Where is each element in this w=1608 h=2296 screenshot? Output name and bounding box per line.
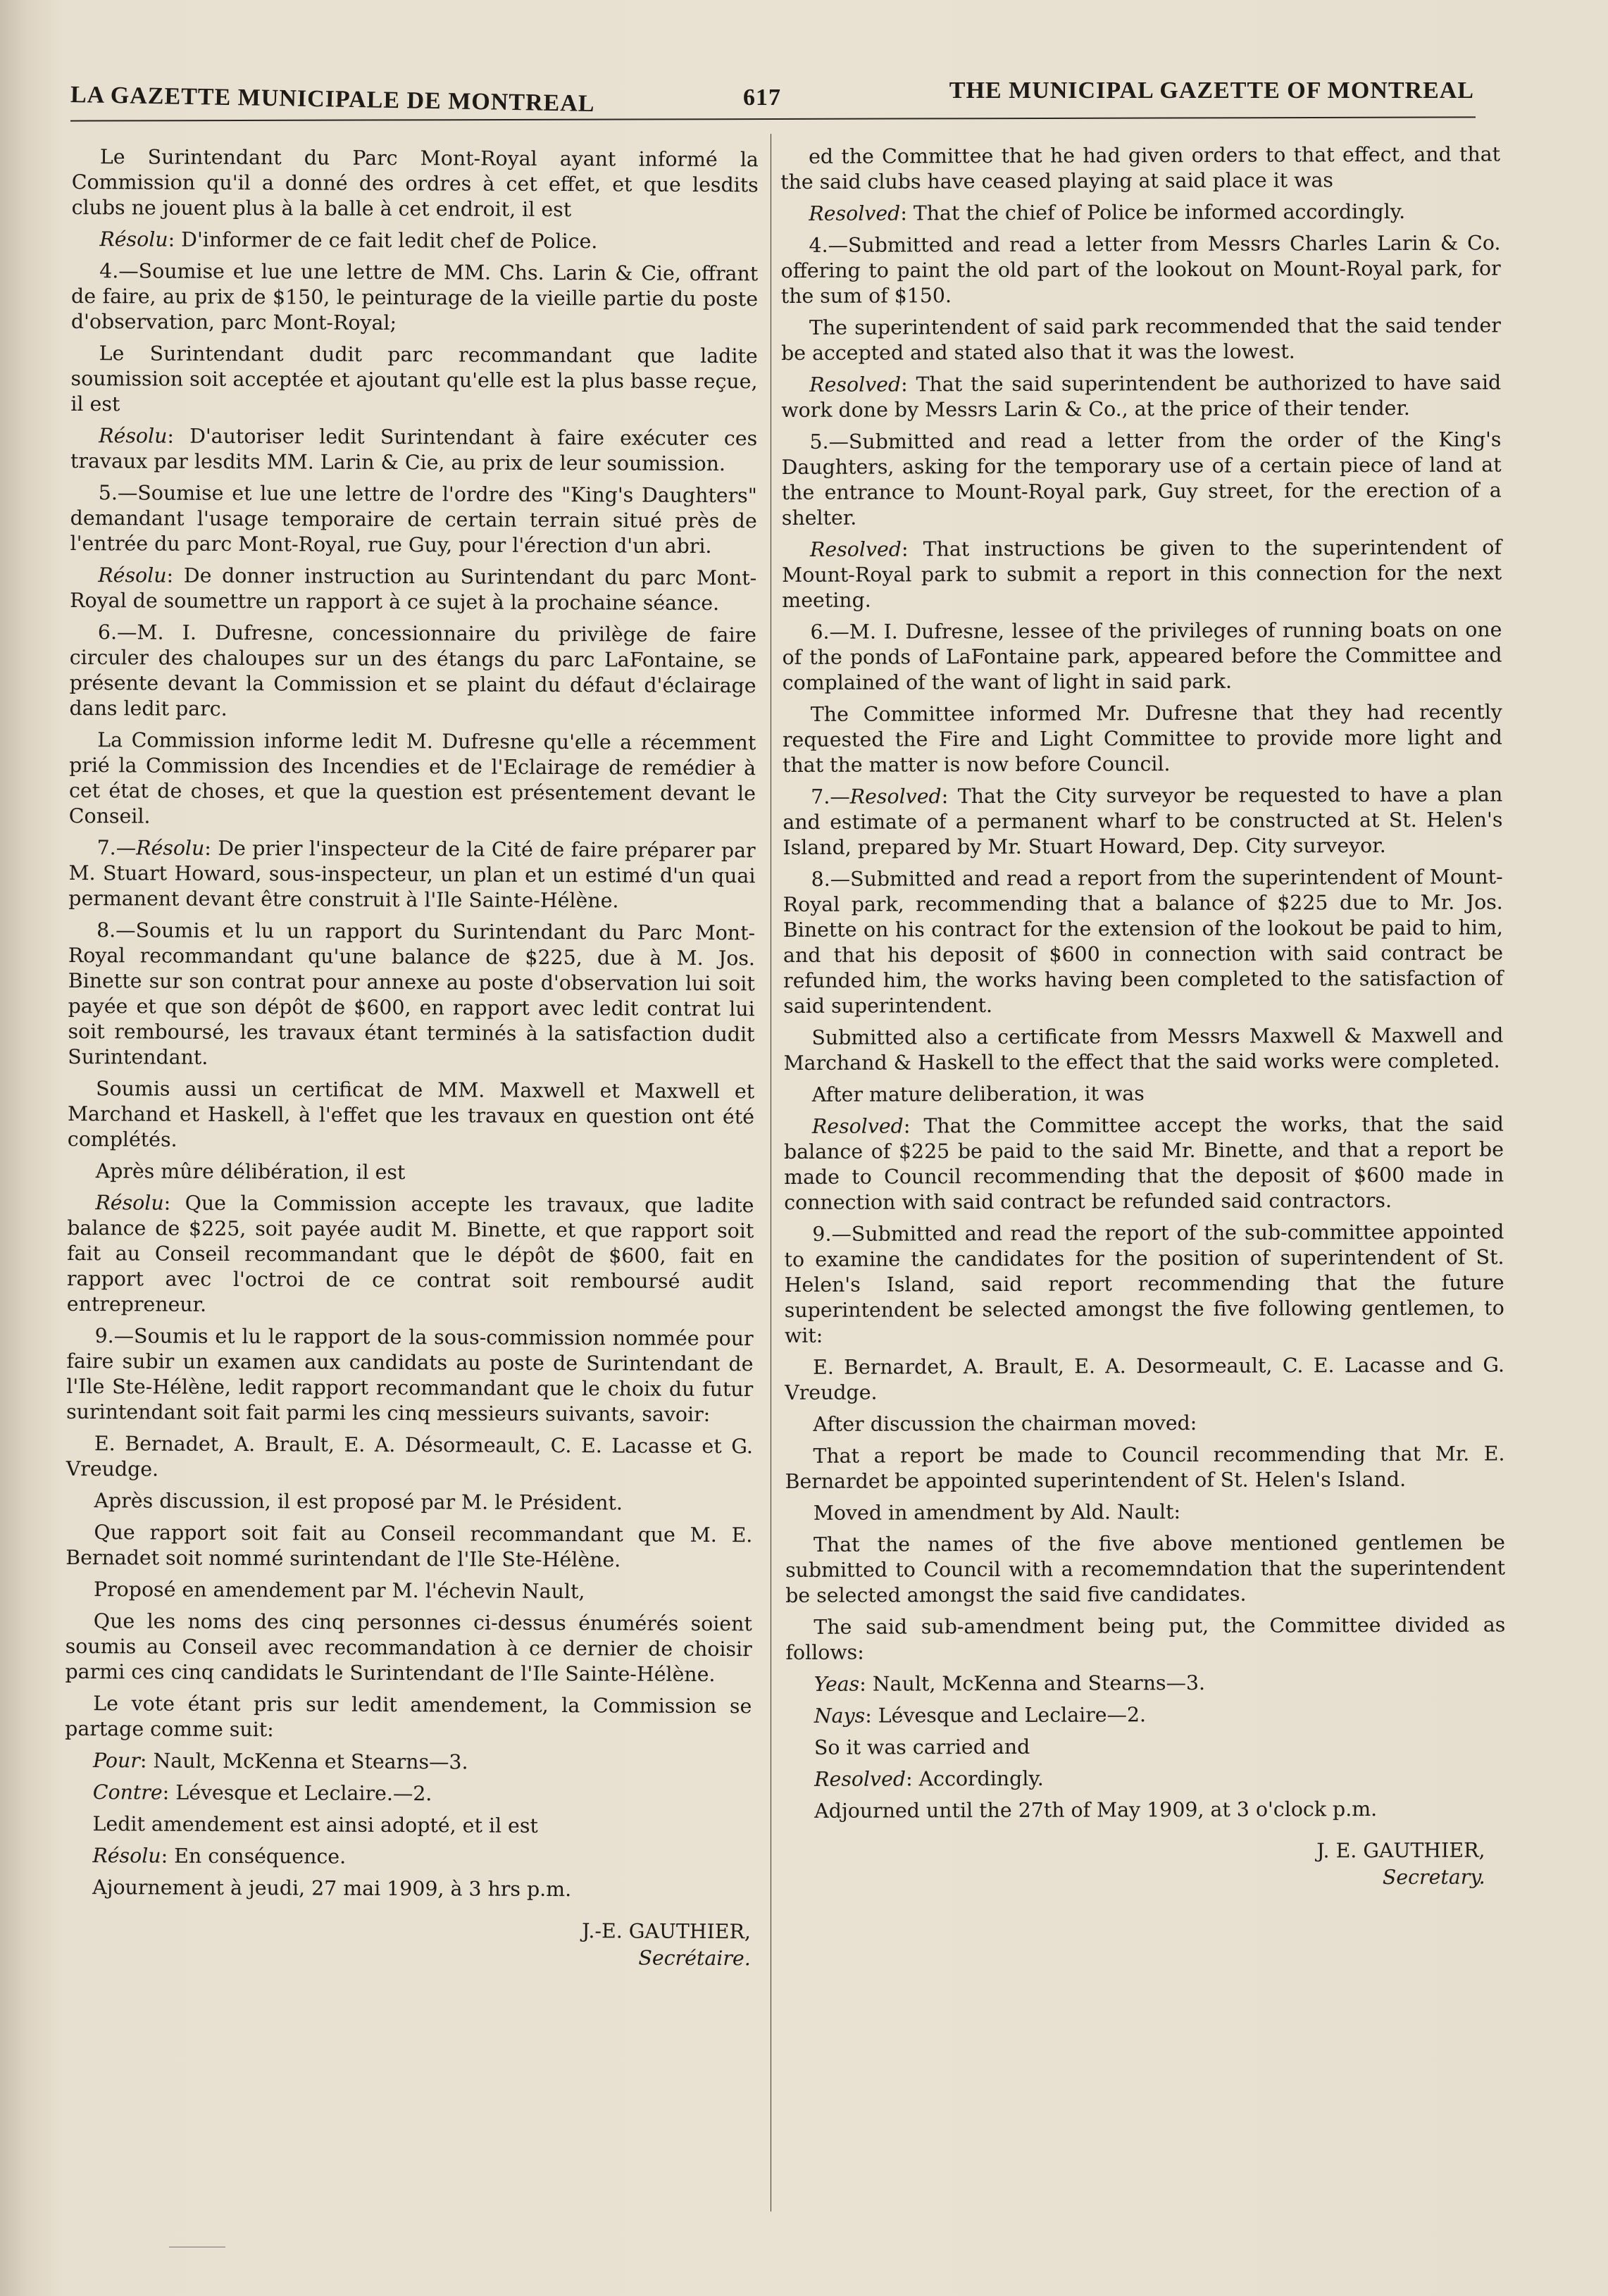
french-paragraph: E. Bernadet, A. Brault, E. A. Désormeault, C. E. Lacasse et G. Vreudge.: [66, 1432, 754, 1481]
french-paragraph: Que rapport soit fait au Conseil recommandant que M. E. Bernadet soit nommé surintendant de l'Ile Ste-Hélène.: [66, 1521, 753, 1572]
english-paragraph: That the names of the five above mentioned gentlemen be submitted to Council with a recomemndation that the superintendent be selected amongst the said five candidates.: [785, 1530, 1506, 1607]
english-paragraph: 5.—Submitted and read a letter from the order of the King's Daughters, asking for the temporary use of a certain piece of land at the entrance to Mount-Royal park, Guy street, for the erection of a shelter.: [781, 428, 1502, 530]
english-paragraph: Resolved: That the said superintendent be authorized to have said work done by Messrs Larin & Co., at the price of their tender.: [781, 370, 1502, 422]
french-paragraph: Le Surintendant du Parc Mont-Royal ayant informé la Commission qu'il a donné des ordres à cet effet, et que lesdits clubs ne jouent plus à la balle à cet endroit, il est: [71, 145, 759, 222]
english-paragraph: 4.—Submitted and read a letter from Messrs Charles Larin & Co. offering to paint the old part of the lookout on Mount-Royal park, for the sum of $150.: [780, 231, 1501, 308]
french-paragraph: 9.—Soumis et lu le rapport de la sous-commission nommée pour faire subir un examen aux candidats au poste de Surintendant de l'Ile Ste-Hélène, ledit rapport recommandant que le choix du futur surintendant soit fait parmi les cinq messieurs suivants, savoir:: [66, 1324, 754, 1426]
english-paragraph: That a report be made to Council recommending that Mr. E. Bernardet be appointed superintendent of St. Helen's Island.: [785, 1442, 1505, 1493]
french-paragraph: Résolu: Que la Commission accepte les travaux, que ladite balance de $225, soit payée audit M. Binette, et que rapport soit fait au Conseil recommandant que le dépôt de $600, fait en rapport avec l'octroi de ce contrat soit remboursé audit entrepreneur.: [66, 1191, 754, 1316]
english-paragraph: Yeas: Nault, McKenna and Stearns—3.: [814, 1671, 1206, 1696]
french-paragraph: Le Surintendant dudit parc recommandant que ladite soumission soit acceptée et ajoutant qu'elle est la plus basse reçue, il est: [70, 342, 758, 416]
french-paragraph: Après mûre délibération, il est: [95, 1159, 406, 1185]
english-paragraph: The superintendent of said park recommended that the said tender be accepted and stated also that it was the lowest.: [780, 313, 1501, 365]
french-paragraph: Résolu: De donner instruction au Surintendant du parc Mont-Royal de soumettre un rapport à ce sujet à la prochaine séance.: [70, 563, 757, 616]
french-paragraph: 8.—Soumis et lu un rapport du Surintendant du Parc Mont-Royal recommandant qu'une balance de $225, due à M. Jos. Binette sur son contrat pour annexe au poste d'observation lui soit payée et que son dépôt de $600, en rapport avec ledit contrat lui soit remboursé, les travaux étant terminés à la satisfaction dudit Surintendant.: [68, 918, 756, 1069]
page-number: 617: [743, 85, 781, 111]
french-paragraph: Résolu: En conséquence.: [92, 1844, 347, 1868]
english-signature: [786, 1837, 1506, 1893]
french-paragraph: Soumis aussi un certificat de MM. Maxwell et Maxwell et Marchand et Haskell, à l'effet que les travaux en question ont été complétés.: [67, 1077, 755, 1152]
english-paragraph: Resolved: That the chief of Police be informed accordingly.: [809, 199, 1406, 225]
french-paragraph: Pour: Nault, McKenna et Stearns—3.: [92, 1749, 468, 1774]
english-paragraph: The Committee informed Mr. Dufresne that they had recently requested the Fire and Light Committee to provide more light and that the matter is now before Council.: [782, 700, 1503, 777]
french-paragraph: 7.—Résolu: De prier l'inspecteur de la Cité de faire préparer par M. Stuart Howard, sous-inspecteur, un plan et un estimé d'un quai permanent devant être construit à l'Ile Sainte-Hélène.: [68, 836, 756, 913]
english-paragraphs: [780, 142, 1506, 1824]
english-paragraph: After mature deliberation, it was: [811, 1082, 1145, 1106]
english-paragraph: Resolved: That instructions be given to the superintendent of Mount-Royal park to submit a report in this connection for the next meeting.: [782, 535, 1502, 612]
french-signature-title: Secrétaire.: [638, 1946, 751, 1971]
french-signature: [64, 1916, 751, 1972]
english-paragraph: After discussion the chairman moved:: [813, 1411, 1197, 1436]
english-signature-title: Secretary.: [1382, 1865, 1485, 1890]
english-paragraph: 7.—Resolved: That the City surveyor be requested to have a plan and estimate of a permanent wharf to be constructed at St. Helen's Island, prepared by Mr. Stuart Howard, Dep. City surveyor.: [783, 782, 1503, 859]
page-header: [70, 68, 1474, 117]
french-paragraph: 6.—M. I. Dufresne, concessionnaire du privilège de faire circuler des chaloupes sur un des étangs du parc LaFontaine, se présente devant la Commission et se plaint du défaut d'éclairage dans ledit parc.: [69, 620, 757, 720]
french-paragraph: Ajournement à jeudi, 27 mai 1909, à 3 hrs p.m.: [92, 1876, 572, 1902]
english-paragraph: Nays: Lévesque and Leclaire—2.: [814, 1703, 1147, 1728]
english-paragraph: Resolved: Accordingly.: [814, 1766, 1044, 1791]
french-paragraphs: [64, 144, 759, 1903]
english-signature-name: J. E. GAUTHIER,: [1316, 1838, 1485, 1863]
french-paragraph: 4.—Soumise et lue une lettre de MM. Chs. Larin & Cie, offrant de faire, au prix de $150, le peinturage de la vieille partie du poste d'observation, parc Mont-Royal;: [70, 259, 759, 335]
english-paragraph: Adjourned until the 27th of May 1909, at 3 o'clock p.m.: [814, 1797, 1378, 1823]
french-paragraph: Que les noms des cinq personnes ci-dessus énumérés soient soumis au Conseil avec recommandation à ce dernier de choisir parmi ces cinq candidats le Surintendant de l'Ile Sainte-Hélène.: [65, 1609, 752, 1687]
english-paragraph: Submitted also a certificate from Messrs Maxwell & Maxwell and Marchand & Haskell to the effect that the said works were completed.: [783, 1023, 1504, 1075]
french-paragraph: Le vote étant pris sur ledit amendement, la Commission se partage comme suit:: [65, 1692, 752, 1742]
french-paragraph: Résolu: D'informer de ce fait ledit chef de Police.: [99, 227, 598, 254]
french-paragraph: La Commission informe ledit M. Dufresne qu'elle a récemment prié la Commission des Incendies et de l'Eclairage de remédier à cet état de choses, et que la question est présentement devant le Conseil.: [68, 728, 756, 828]
header-french-title: LA GAZETTE MUNICIPALE DE MONTREAL: [70, 82, 595, 117]
french-paragraph: 5.—Soumise et lue une lettre de l'ordre des "King's Daughters" demandant l'usage temporaire de certain terrain situé près de l'entrée du parc Mont-Royal, rue Guy, pour l'érection d'un abri.: [70, 481, 757, 558]
french-column: [64, 144, 759, 1972]
french-paragraph: Proposé en amendement par M. l'échevin Nault,: [93, 1578, 585, 1604]
french-paragraph: Contre: Lévesque et Leclaire.—2.: [92, 1780, 432, 1806]
english-paragraph: 8.—Submitted and read a report from the superintendent of Mount-Royal park, recommending that a balance of $225 due to Mr. Jos. Binette on his contract for the extension of the lookout be paid to him, and that his deposit of $600 in connection with said contract be refunded him, the works having been completed to the satisfaction of said superintendent.: [783, 865, 1504, 1018]
french-paragraph: Après discussion, il est proposé par M. le Président.: [94, 1489, 623, 1515]
english-paragraph: ed the Committee that he had given orders to that effect, and that the said clubs have ceased playing at said place it was: [780, 142, 1501, 194]
french-signature-name: J.-E. GAUTHIER,: [582, 1919, 752, 1944]
english-paragraph: The said sub-amendment being put, the Committee divided as follows:: [785, 1613, 1506, 1664]
english-paragraph: E. Bernardet, A. Brault, E. A. Desormeault, C. E. Lacasse and G. Vreudge.: [785, 1353, 1505, 1404]
header-english-title: THE MUNICIPAL GAZETTE OF MONTREAL: [949, 77, 1474, 104]
english-paragraph: Moved in amendment by Ald. Nault:: [813, 1500, 1181, 1525]
english-paragraph: Resolved: That the Committee accept the works, that the said balance of $225 be paid to the said Mr. Binette, and that a report be made to Council recommending that the deposit of $600 made in connection with said contract be refunded said contractors.: [783, 1112, 1504, 1214]
english-paragraph: So it was carried and: [814, 1735, 1030, 1759]
english-paragraph: 6.—M. I. Dufresne, lessee of the privileges of running boats on one of the ponds of LaFontaine park, appeared before the Committee and complained of the want of light in said park.: [782, 618, 1502, 694]
english-column: [780, 142, 1507, 1893]
english-paragraph: 9.—Submitted and read the report of the sub-committee appointed to examine the candidates for the position of superintendent of St. Helen's Island, said report recommending that the future superintendent be selected amongst the five following gentlemen, to wit:: [784, 1220, 1504, 1347]
french-paragraph: Résolu: D'autoriser ledit Surintendant à faire exécuter ces travaux par lesdits MM. Larin & Cie, au prix de leur soumission.: [70, 424, 758, 476]
french-paragraph: Ledit amendement est ainsi adopté, et il est: [92, 1812, 538, 1838]
header-rule: [70, 116, 1476, 121]
